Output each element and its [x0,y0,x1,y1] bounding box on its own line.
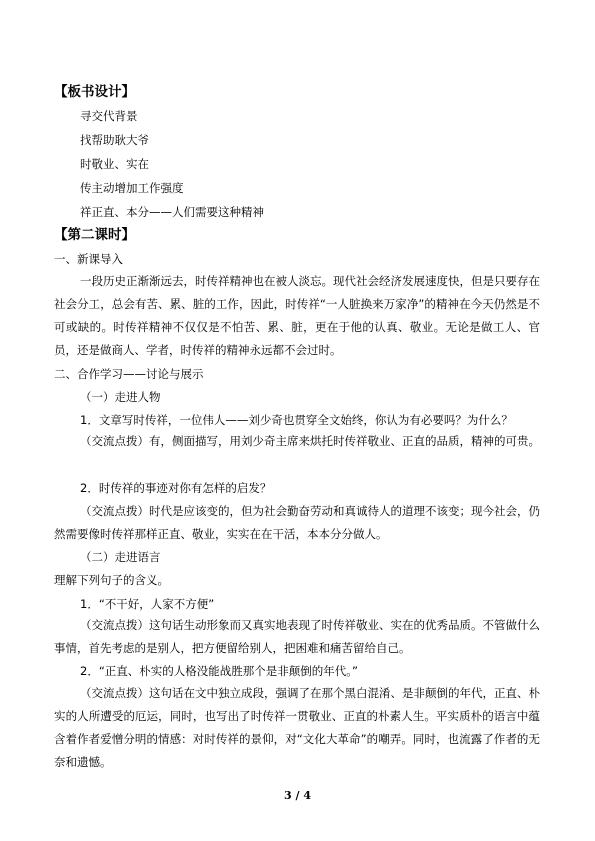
second-lesson-heading: 【第二课时】 [54,227,135,243]
answer-2: （交流点拨）时代是应该变的，但为社会勤奋劳动和真诚待人的道理不该变；现今社会，仍然需要像时传祥那样正直、敬业，实实在在干活，本本分分做人。 [54,504,540,541]
question-2: 2．时传祥的事迹对你有怎样的启发？ [80,481,272,495]
board-item-2: 找帮助耿大爷 [80,133,149,147]
answer-4: （交流点拨）这句话在文中独立成段，强调了在那个黑白混淆、是非颠倒的年代，正直、朴实的人所遭受的厄运，同时，也写出了时传祥一贯敬业、正直的朴素人生。平实质朴的语言中蕴含着作者爱憎分明的情感：对时传祥的景仰，对“文化大革命”的嘲弄。同时，也流露了作者的无奈和遗憾。 [54,686,540,769]
question-4: 2．“正直、朴实的人格没能战胜那个是非颠倒的年代。” [80,664,358,678]
instruction: 理解下列句子的含义。 [54,573,169,587]
part2-title: 二、合作学习——讨论与展示 [54,367,204,381]
page-number: 3 / 4 [284,789,311,802]
answer-1: （交流点拨）有，侧面描写，用刘少奇主席来烘托时传祥敬业、正直的品质，精神的可贵。 [80,434,540,448]
board-item-4: 传主动增加工作强度 [80,181,184,195]
sub1-title: （一）走进人物 [80,390,161,404]
answer-3: （交流点拨）这句话生动形象而又真实地表现了时传祥敬业、实在的优秀品质。不管做什么事情，首先考虑的是别人，把方便留给别人，把困难和痛苦留给自己。 [54,618,540,655]
question-3: 1．“不干好，人家不方便” [80,597,215,611]
question-1: 1．文章写时传祥，一位伟人——刘少奇也贯穿全文始终，你认为有必要吗？为什么？ [80,413,513,427]
board-design-heading: 【板书设计】 [54,84,135,100]
sub2-title: （二）走进语言 [80,550,161,564]
board-item-3: 时敬业、实在 [80,157,149,171]
board-item-1: 寻交代背景 [80,109,138,123]
board-item-5: 祥正直、本分——人们需要这种精神 [80,205,264,219]
part1-paragraph: 一段历史正渐渐远去，时传祥精神也在被人淡忘。现代社会经济发展速度快，但是只要存在社会分工，总会有苦、累、脏的工作，因此，时传祥“一人脏换来万家净”的精神在今天仍然是不可或缺的。时传祥精神不仅仅是不怕苦、累、脏，更在于他的认真、敬业。无论是做工人、官员，还是做商人、学者，时传祥的精神永远都不会过时。 [54,274,540,357]
part1-title: 一、新课导入 [54,252,123,266]
